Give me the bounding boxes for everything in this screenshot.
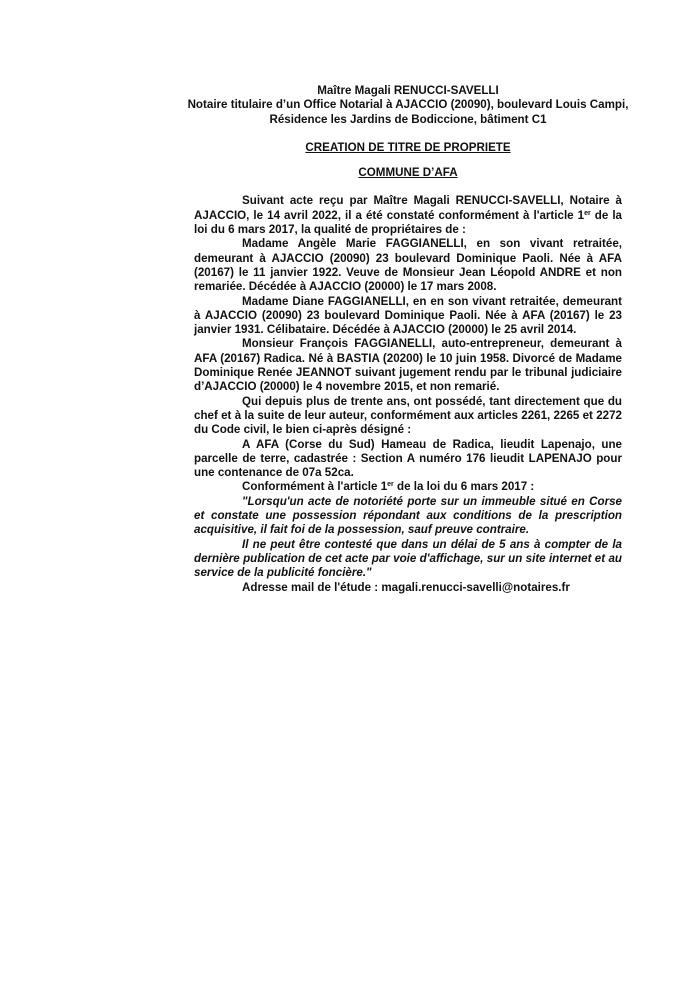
email-address: magali.renucci-savelli@notaires.fr	[381, 580, 570, 594]
law-quote-2: Il ne peut être contesté que dans un délai de 5 ans à compter de la dernière publication de cet acte par voie d'affichage, sur un site internet et au service de la publicité foncière."	[194, 537, 622, 580]
notary-address: Résidence les Jardins de Bodiccione, bâtiment C1	[269, 112, 547, 126]
email-paragraph	[194, 581, 622, 595]
email-label: Adresse mail de l'étude :	[242, 580, 382, 594]
intro-superscript: er	[584, 209, 591, 217]
law-reference-paragraph	[194, 480, 622, 494]
intro-paragraph	[194, 194, 622, 237]
notary-name: Maître Magali RENUCCI-SAVELLI	[317, 84, 499, 97]
notary-office: Notaire titulaire d’un Office Notarial à AJACCIO (20090), boulevard Louis Campi,	[187, 98, 629, 112]
commune-title: COMMUNE D’AFA	[358, 166, 458, 180]
owner-1-paragraph: Madame Angèle Marie FAGGIANELLI, en son vivant retraitée, demeurant à AJACCIO (20090) 23 boulevard Dominique Paoli. Née à AFA (20167) le 11 janvier 1922. Veuve de Monsieur Jean Léopold ANDRE et non remariée. Décédée à AJACCIO (20000) le 17 mars 2008.	[194, 237, 622, 294]
intro-text-b: de la loi du 6 mars 2017, la qualité de propriétaires de :	[194, 208, 622, 237]
law-ref-text-b: de la loi du 6 mars 2017 :	[393, 480, 535, 494]
document-title: CREATION DE TITRE DE PROPRIETE	[305, 140, 511, 154]
owner-3-paragraph: Monsieur François FAGGIANELLI, auto-entrepreneur, demeurant à AFA (20167) Radica. Né à BASTIA (20200) le 10 juin 1958. Divorcé de Madame Dominique Renée JEANNOT suivant jugement rendu par le tribunal judiciaire d’AJACCIO (20000) le 4 novembre 2015, et non remarié.	[194, 337, 622, 394]
property-paragraph: A AFA (Corse du Sud) Hameau de Radica, lieudit Lapenajo, une parcelle de terre, cadastrée : Section A numéro 176 lieudit LAPENAJO pour une contenance de 07a 52ca.	[194, 437, 622, 480]
notary-header	[187, 84, 629, 127]
law-ref-text-a: Conformément à l'article 1	[242, 480, 388, 494]
legal-notice-document	[187, 84, 629, 595]
owner-2-paragraph: Madame Diane FAGGIANELLI, en en son vivant retraitée, demeurant à AJACCIO (20090) 23 boulevard Dominique Paoli. Née à AFA (20167) le 23 janvier 1931. Célibataire. Décédée à AJACCIO (20000) le 25 avril 2014.	[194, 294, 622, 337]
law-ref-superscript: er	[387, 481, 394, 489]
possession-paragraph: Qui depuis plus de trente ans, ont possédé, tant directement que du chef et à la suite de leur auteur, conformément aux articles 2261, 2265 et 2272 du Code civil, le bien ci-après désigné :	[194, 394, 622, 437]
intro-text-a: Suivant acte reçu par Maître Magali RENUCCI-SAVELLI, Notaire à AJACCIO, le 14 avril 2022, il a été constaté conformément à l'article 1	[194, 194, 622, 222]
law-quote-1: "Lorsqu'un acte de notoriété porte sur un immeuble situé en Corse et constate une possession répondant aux conditions de la prescription acquisitive, il fait foi de la possession, sauf preuve contraire.	[194, 494, 622, 537]
